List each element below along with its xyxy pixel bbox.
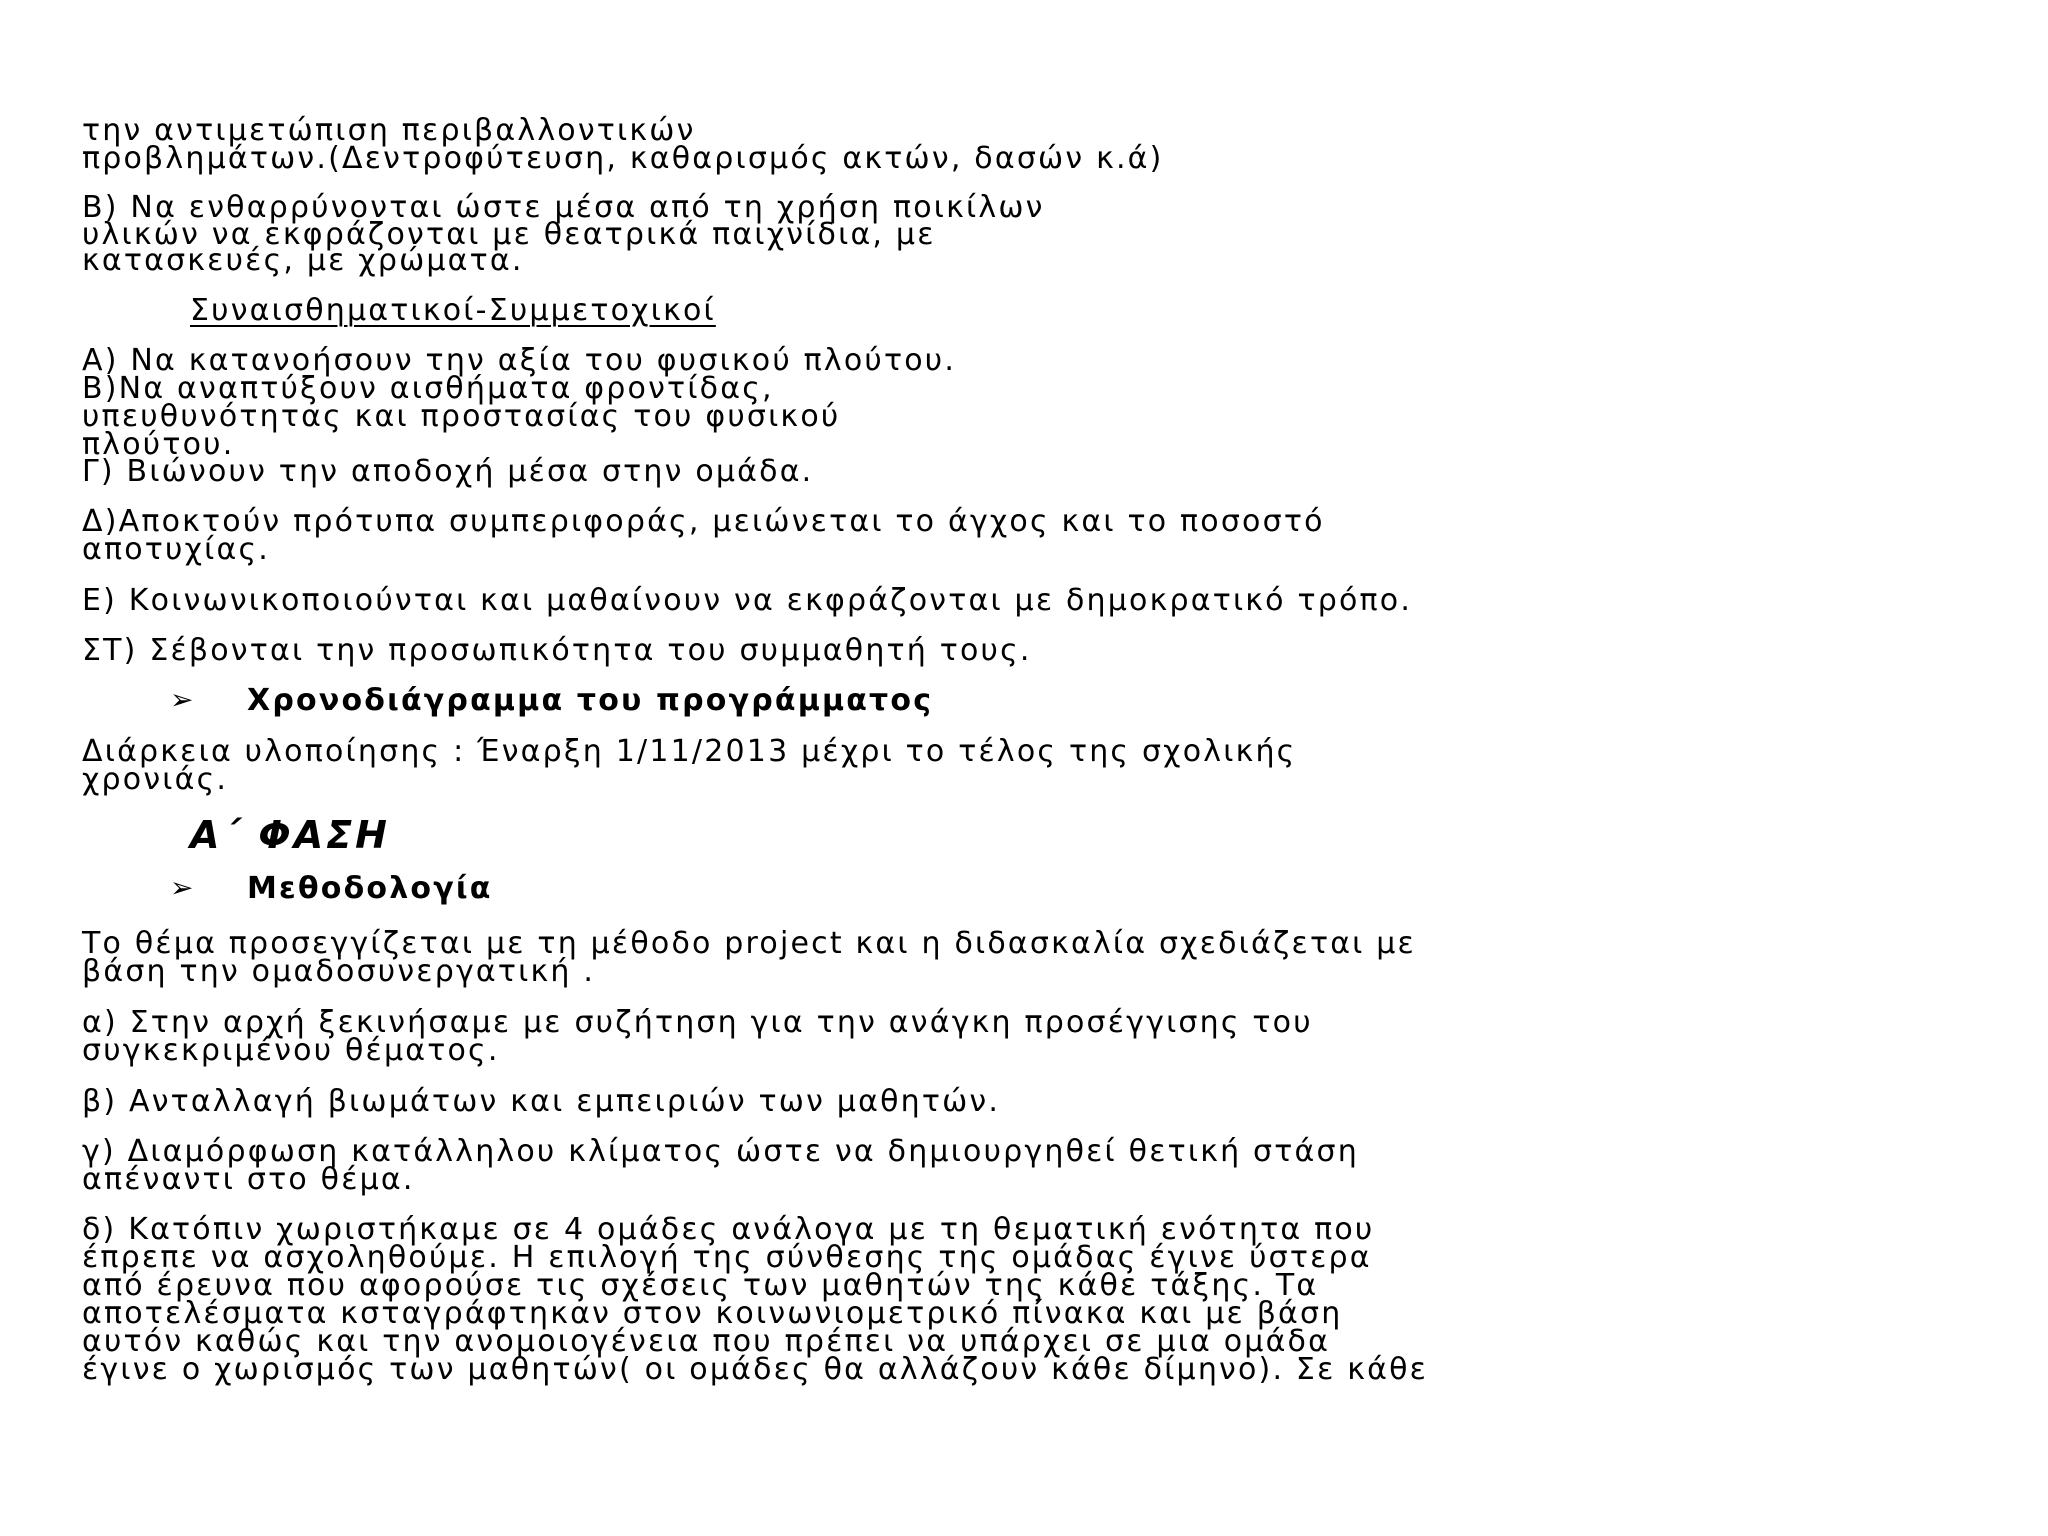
text-line: Ε) Κοινωνικοποιούνται και μαθαίνουν να εκφράζονται με δημοκρατικό τρόπο. <box>82 583 1413 618</box>
arrowhead-bullet-icon: ➢ <box>170 871 194 904</box>
text-line: έπρεπε να ασχοληθούμε. Η επιλογή της σύνθεσης της ομάδας έγινε ύστερα <box>82 1240 1372 1275</box>
text-line: υπευθυνότητας και προστασίας του φυσικού <box>82 399 841 434</box>
phase-heading: Α΄ ΦΑΣΗ <box>190 813 390 857</box>
text-line: γ) Διαμόρφωση κατάλληλου κλίματος ώστε να δημιουργηθεί θετική στάση <box>82 1134 1359 1169</box>
text-line: υλικών να εκφράζονται με θεατρικά παιχνίδια, με <box>82 217 936 252</box>
text-line: Διάρκεια υλοποίησης : Έναρξη 1/11/2013 μέχρι το τέλος της σχολικής <box>82 734 1297 769</box>
text-line: απέναντι στο θέμα. <box>82 1162 415 1197</box>
text-line: αποτυχίας. <box>82 532 271 567</box>
text-line: συγκεκριμένου θέματος. <box>82 1033 500 1068</box>
text-line: πλούτου. <box>82 427 235 462</box>
text-line: β) Ανταλλαγή βιωμάτων και εμπειριών των μαθητών. <box>82 1084 1001 1119</box>
text-line: κατασκευές, με χρώματα. <box>82 243 524 278</box>
arrowhead-bullet-icon: ➢ <box>170 683 194 716</box>
text-line: χρονιάς. <box>82 762 229 797</box>
text-line: α) Στην αρχή ξεκινήσαμε με συζήτηση για την ανάγκη προσέγγισης του <box>82 1005 1313 1040</box>
text-line: την αντιμετώπιση περιβαλλοντικών <box>82 113 696 148</box>
bullet-heading-schedule: Χρονοδιάγραμμα του προγράμματος <box>247 683 934 718</box>
text-line: Β)Να αναπτύξουν αισθήματα φροντίδας, <box>82 371 774 406</box>
text-line: δ) Κατόπιν χωριστήκαμε σε 4 ομάδες ανάλογα με τη θεματική ενότητα που <box>82 1212 1375 1247</box>
section-heading-affective: Συναισθηματικοί-Συμμετοχικοί <box>190 293 716 328</box>
text-line: Δ)Αποκτούν πρότυπα συμπεριφοράς, μειώνεται το άγχος και το ποσοστό <box>82 504 1325 539</box>
text-line: από έρευνα που αφορούσε τις σχέσεις των μαθητών της κάθε τάξης. Τα <box>82 1268 1319 1303</box>
text-line: ΣΤ) Σέβονται την προσωπικότητα του συμμαθητή τους. <box>82 633 1032 668</box>
text-line: αποτελέσματα κσταγράφτηκαν στον κοινωνιομετρικό πίνακα και με βάση <box>82 1296 1343 1331</box>
text-line: βάση την ομαδοσυνεργατική . <box>82 954 596 989</box>
text-line: Α) Να κατανοήσουν την αξία του φυσικού πλούτου. <box>82 343 957 378</box>
bullet-heading-methodology: Μεθοδολογία <box>247 871 493 906</box>
text-line: Γ) Βιώνουν την αποδοχή μέσα στην ομάδα. <box>82 454 814 489</box>
text-line: προβλημάτων.(Δεντροφύτευση, καθαρισμός ακτών, δασών κ.ά) <box>82 141 1164 176</box>
text-line: έγινε ο χωρισμός των μαθητών( οι ομάδες θα αλλάζουν κάθε δίμηνο). Σε κάθε <box>82 1352 1429 1387</box>
text-line: Β) Να ενθαρρύνονται ώστε μέσα από τη χρήση ποικίλων <box>82 190 1045 225</box>
text-line: Το θέμα προσεγγίζεται με τη μέθοδο project και η διδασκαλία σχεδιάζεται με <box>82 926 1416 961</box>
text-line: αυτόν καθώς και την ανομοιογένεια που πρέπει να υπάρχει σε μια ομάδα <box>82 1324 1331 1359</box>
